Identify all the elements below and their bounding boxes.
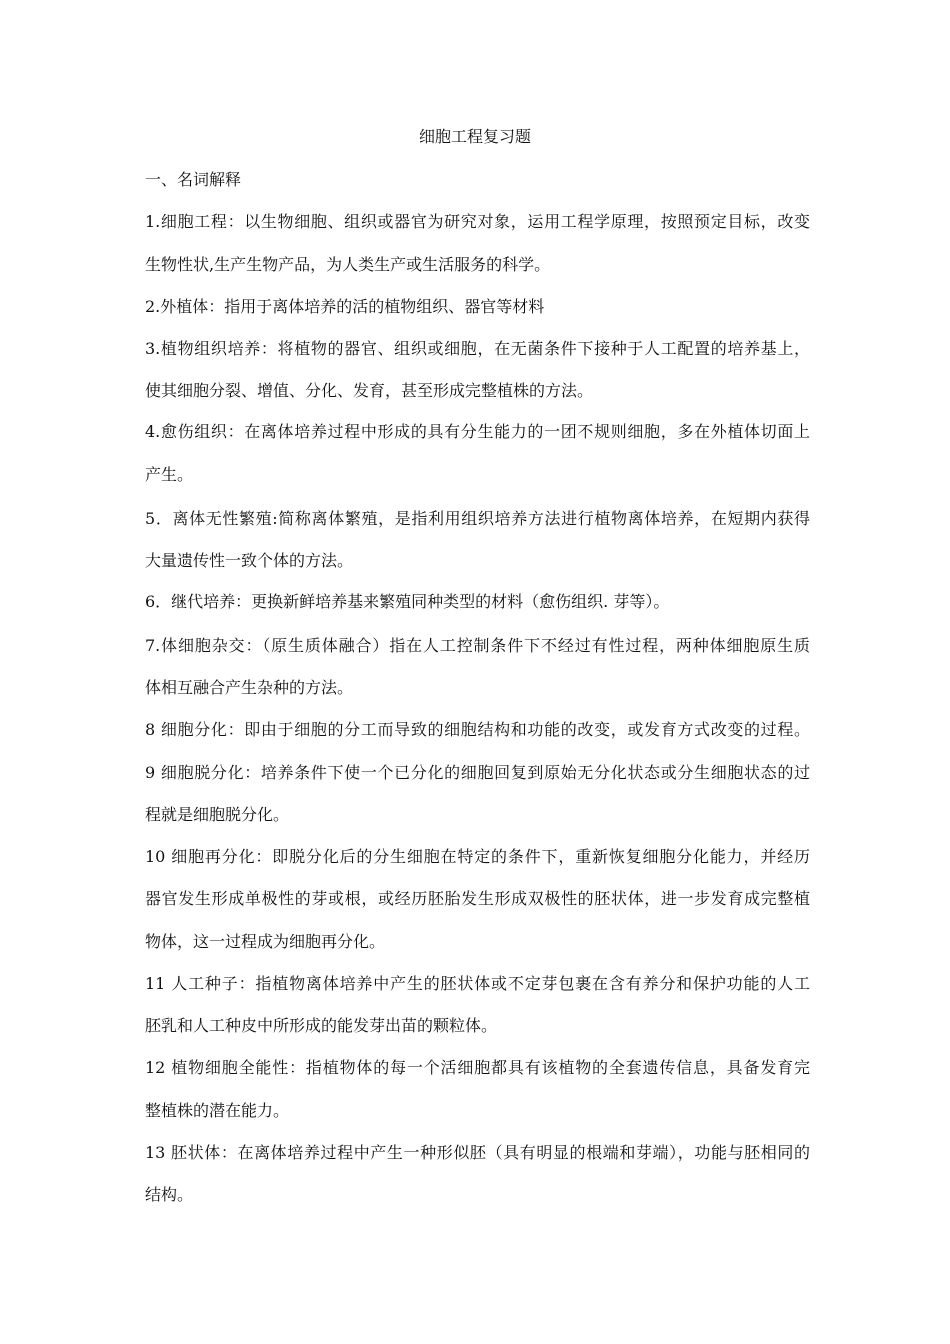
text-line: 2.外植体：指用于离体培养的活的植物组织、器官等材料 [145, 297, 545, 316]
text-line: 结构。 [145, 1185, 194, 1204]
text-line: 整植株的潜在能力。 [145, 1101, 290, 1120]
text-line: 4.愈伤组织：在离体培养过程中形成的具有分生能力的一团不规则细胞，多在外植体切面上 [145, 422, 810, 441]
text-line: 11 人工种子：指植物离体培养中产生的胚状体或不定芽包裹在含有养分和保护功能的人工 [145, 974, 810, 993]
text-line: 产生。 [145, 465, 194, 484]
text-line: 1.细胞工程：以生物细胞、组织或器官为研究对象，运用工程学原理，按照预定目标，改变 [145, 212, 810, 231]
text-line: 13 胚状体：在离体培养过程中产生一种形似胚（具有明显的根端和芽端），功能与胚相同的 [145, 1143, 810, 1162]
text-line: 胚乳和人工种皮中所形成的能发芽出苗的颗粒体。 [145, 1016, 498, 1035]
text-line: 9 细胞脱分化：培养条件下使一个已分化的细胞回复到原始无分化状态或分生细胞状态的过 [145, 763, 810, 782]
text-line: 器官发生形成单极性的芽或根，或经历胚胎发生形成双极性的胚状体，进一步发育成完整植 [145, 889, 810, 908]
text-line: 7.体细胞杂交：（原生质体融合）指在人工控制条件下不经过有性过程，两种体细胞原生质 [145, 636, 810, 655]
text-line: 3.植物组织培养：将植物的器官、组织或细胞，在无菌条件下接种于人工配置的培养基上， [145, 339, 810, 358]
text-line: 8 细胞分化：即由于细胞的分工而导致的细胞结构和功能的改变，或发育方式改变的过程。 [145, 720, 810, 739]
text-line: 6．继代培养：更换新鲜培养基来繁殖同种类型的材料（愈伤组织. 芽等）。 [145, 592, 670, 611]
text-line: 5．离体无性繁殖:简称离体繁殖，是指利用组织培养方法进行植物离体培养，在短期内获得 [145, 509, 810, 528]
text-line: 体相互融合产生杂种的方法。 [145, 678, 354, 697]
document-title: 细胞工程复习题 [418, 127, 531, 146]
text-line: 物体，这一过程成为细胞再分化。 [145, 932, 386, 951]
text-line: 12 植物细胞全能性：指植物体的每一个活细胞都具有该植物的全套遗传信息，具备发育完 [145, 1058, 810, 1077]
text-line: 程就是细胞脱分化。 [145, 805, 290, 824]
text-line: 生物性状,生产生物产品，为人类生产或生活服务的科学。 [145, 255, 551, 274]
section-heading: 一、名词解释 [145, 170, 242, 189]
text-line: 使其细胞分裂、增值、分化、发育，甚至形成完整植株的方法。 [145, 381, 594, 400]
text-line: 10 细胞再分化：即脱分化后的分生细胞在特定的条件下，重新恢复细胞分化能力，并经历 [145, 847, 810, 866]
text-line: 大量遗传性一致个体的方法。 [145, 551, 354, 570]
